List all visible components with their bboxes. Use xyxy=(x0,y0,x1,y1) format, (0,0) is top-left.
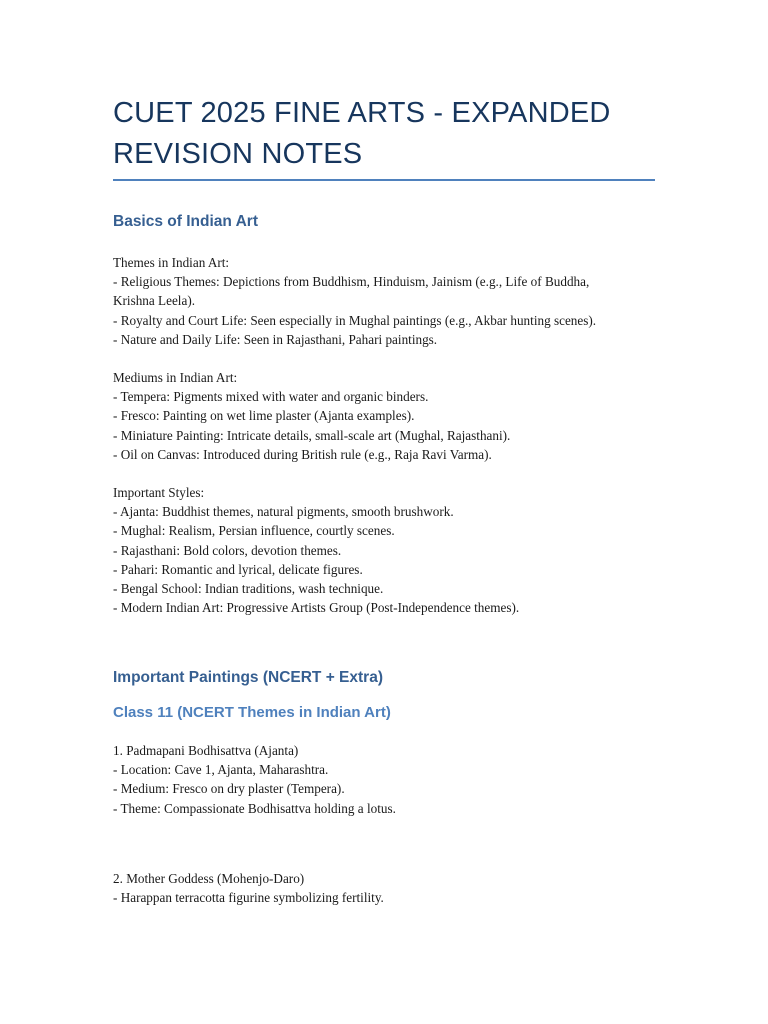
themes-paragraph xyxy=(113,253,658,349)
painting-1-title: 1. Padmapani Bodhisattva (Ajanta) xyxy=(113,743,299,758)
title-underline xyxy=(113,179,655,181)
themes-item: - Nature and Daily Life: Seen in Rajasthani, Pahari paintings. xyxy=(113,331,438,347)
document-title-line-2: REVISION NOTES xyxy=(113,138,363,170)
themes-label: Themes in Indian Art: xyxy=(113,255,230,270)
mediums-item: - Tempera: Pigments mixed with water and organic binders. xyxy=(113,389,429,405)
mediums-item: - Fresco: Painting on wet lime plaster (Ajanta examples). xyxy=(113,408,415,424)
painting-2-title: 2. Mother Goddess (Mohenjo-Daro) xyxy=(113,871,305,886)
subheading-class-11: Class 11 (NCERT Themes in Indian Art) xyxy=(113,704,391,721)
styles-item: - Pahari: Romantic and lyrical, delicate figures. xyxy=(113,561,363,577)
styles-label: Important Styles: xyxy=(113,485,205,500)
themes-item: - Religious Themes: Depictions from Buddhism, Hinduism, Jainism (e.g., Life of Buddha, xyxy=(113,274,590,290)
heading-basics-of-indian-art: Basics of Indian Art xyxy=(113,213,258,230)
styles-item: - Bengal School: Indian traditions, wash technique. xyxy=(113,581,384,597)
painting-1-item: - Medium: Fresco on dry plaster (Tempera). xyxy=(113,781,345,797)
styles-item: - Ajanta: Buddhist themes, natural pigments, smooth brushwork. xyxy=(113,504,454,520)
document-title-line-1: CUET 2025 FINE ARTS - EXPANDED xyxy=(113,97,611,129)
painting-2-item: - Harappan terracotta figurine symbolizing fertility. xyxy=(113,890,384,906)
mediums-item: - Miniature Painting: Intricate details, small-scale art (Mughal, Rajasthani). xyxy=(113,427,511,443)
painting-1-paragraph xyxy=(113,741,658,818)
mediums-label: Mediums in Indian Art: xyxy=(113,370,238,385)
styles-item: - Rajasthani: Bold colors, devotion themes. xyxy=(113,542,342,558)
mediums-item: - Oil on Canvas: Introduced during British rule (e.g., Raja Ravi Varma). xyxy=(113,446,492,462)
styles-item: - Mughal: Realism, Persian influence, courtly scenes. xyxy=(113,523,395,539)
styles-item: - Modern Indian Art: Progressive Artists Group (Post-Independence themes). xyxy=(113,600,520,616)
painting-1-item: - Theme: Compassionate Bodhisattva holding a lotus. xyxy=(113,800,396,816)
styles-paragraph xyxy=(113,483,658,617)
painting-2-paragraph xyxy=(113,869,658,907)
themes-item: Krishna Leela). xyxy=(113,293,196,309)
mediums-paragraph xyxy=(113,368,658,464)
heading-important-paintings: Important Paintings (NCERT + Extra) xyxy=(113,669,383,686)
painting-1-item: - Location: Cave 1, Ajanta, Maharashtra. xyxy=(113,762,329,778)
themes-item: - Royalty and Court Life: Seen especially in Mughal paintings (e.g., Akbar hunting scenes). xyxy=(113,312,597,328)
document-title xyxy=(113,93,673,175)
